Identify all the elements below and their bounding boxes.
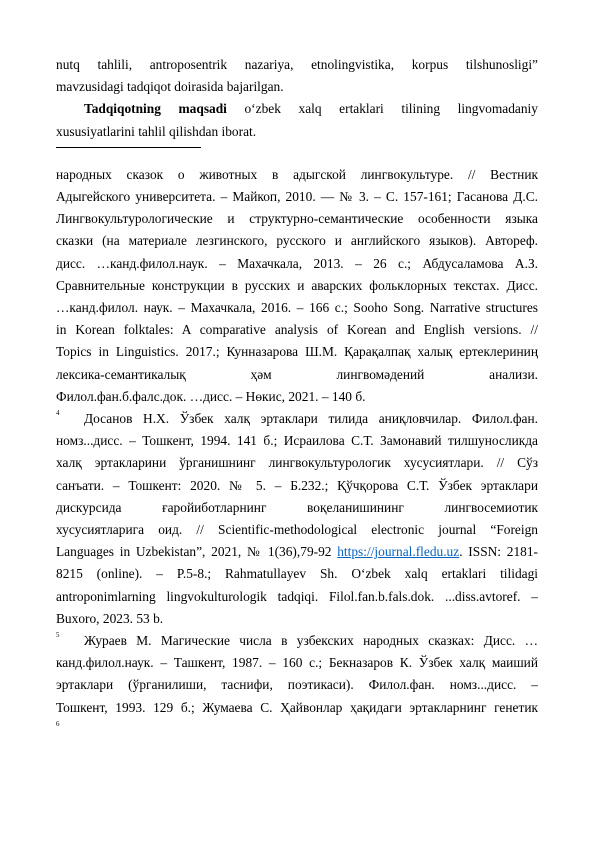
purpose-heading: Tadqiqotning maqsadi <box>84 101 227 117</box>
footnote-marker: 5 <box>56 631 60 640</box>
body-paragraph-1-line-2: mavzusidagi tadqiqot doirasida bajarilgan. <box>56 79 284 95</box>
footnote-line: народных сказок о животных в адыгской лингвокультуре. // Вестник <box>56 166 538 182</box>
footnote-line: Адыгейского университета. – Майкоп, 2010. — № 3. – С. 157-161; Гасанова Д.С. <box>56 189 538 205</box>
footnote-line: хусусиятларига оид. // Scientific-methodological electronic journal “Foreign <box>56 522 538 538</box>
footnote-line: номз...дисс. – Тошкент, 1994. 141 б.; Исраилова С.Т. Замонавий тилшуносликда <box>56 433 538 449</box>
footnote-5 <box>56 630 538 719</box>
body-paragraph-1-line-1: nutq tahlili, antroposentrik nazariya, etnolingvistika, korpus tilshunosligi” <box>56 57 538 72</box>
footnote-line: сказки (на материале лезгинского, русского и английского языков). Автореф. <box>56 233 538 249</box>
footnote-separator <box>56 147 201 148</box>
footnote-line: халқ эртакларини ўрганишнинг лингвокультурологик хусусиятлари. // Сўз <box>56 455 538 471</box>
purpose-text: o‘zbek xalq ertaklari tilining lingvomadaniy <box>226 101 538 117</box>
footnote-line: Сравнительные конструкции в русских и аварских фольклорных текстах. Дисс. <box>56 277 538 293</box>
footnote-line: лексика-семантикалық ҳәм лингвомәдений анализи. <box>56 366 538 382</box>
footnote-line: эртаклари (ўрганилиши, таснифи, поэтикаси). Филол.фан. номз...дисс. – <box>56 677 538 693</box>
page <box>56 54 538 728</box>
footnote-text: Languages in Uzbekistan”, 2021, № 1(36),79-92 <box>56 544 338 560</box>
footnote-line: дискурсида ғаройиботларнинг воқеланишининг лингвосемиотик <box>56 499 538 515</box>
body-paragraph-2-line-1 <box>56 98 538 120</box>
footnote-marker: 4 <box>56 409 60 418</box>
footnote-line: дисс. …канд.филол.наук. – Махачкала, 2013. – 26 с.; Абдусаламова А.З. <box>56 255 538 271</box>
footnote-line: Досанов Н.Х. Ўзбек халқ эртаклари тилида аниқловчилар. Филол.фан. <box>84 411 538 427</box>
footnote-line: Topics in Linguistics. 2017.; Кунназарова Ш.М. Қарақалпақ халық ертеклериниң <box>56 344 538 360</box>
footnote-line: санъати. – Тошкент: 2020. № 5. – Б.232.; Қўчқорова С.Т. Ўзбек эртаклари <box>56 477 538 493</box>
footnote-line: Buxoro, 2023. 53 b. <box>56 610 164 626</box>
footnote-continuation <box>56 164 538 408</box>
footnote-line: канд.филол.наук. – Ташкент, 1987. – 160 с.; Бекназаров К. Ўзбек халқ маиший <box>56 655 538 671</box>
footnote-marker: 6 <box>56 719 60 728</box>
footnote-line: Тошкент, 1993. 129 б.; Жумаева С. Ҳайвонлар ҳақидаги эртакларнинг генетик <box>56 699 538 715</box>
footnote-line: in Korean folktales: A comparative analysis of Korean and English versions. // <box>56 322 538 338</box>
footnote-line: 8215 (online). – P.5-8.; Rahmatullayev Sh. O‘zbek xalq ertaklari tilidagi <box>56 566 538 582</box>
footnote-line: …канд.филол. наук. – Махачкала, 2016. – 166 с.; Sooho Song. Narrative structures <box>56 300 538 316</box>
footnote-line <box>56 541 538 563</box>
body-paragraph-2-line-2: xususiyatlarini tahlil qilishdan iborat. <box>56 123 257 139</box>
footnote-4 <box>56 408 538 630</box>
footnote-text: . ISSN: 2181- <box>459 544 538 560</box>
footnote-line: Филол.фан.б.фалс.док. …дисс. – Нөкис, 2021. – 140 б. <box>56 388 366 404</box>
journal-link[interactable]: https://journal.fledu.uz <box>337 544 460 560</box>
footnote-line: Жураев М. Магические числа в узбекских народных сказках: Дисс. … <box>84 633 538 649</box>
footnote-line: Лингвокультурологические и структурно-семантические особенности языка <box>56 211 538 227</box>
footnote-line: antroponimlarning lingvokulturologik tadqiqi. Filol.fan.b.fals.dok. ...diss.avtoref. – <box>56 588 538 604</box>
